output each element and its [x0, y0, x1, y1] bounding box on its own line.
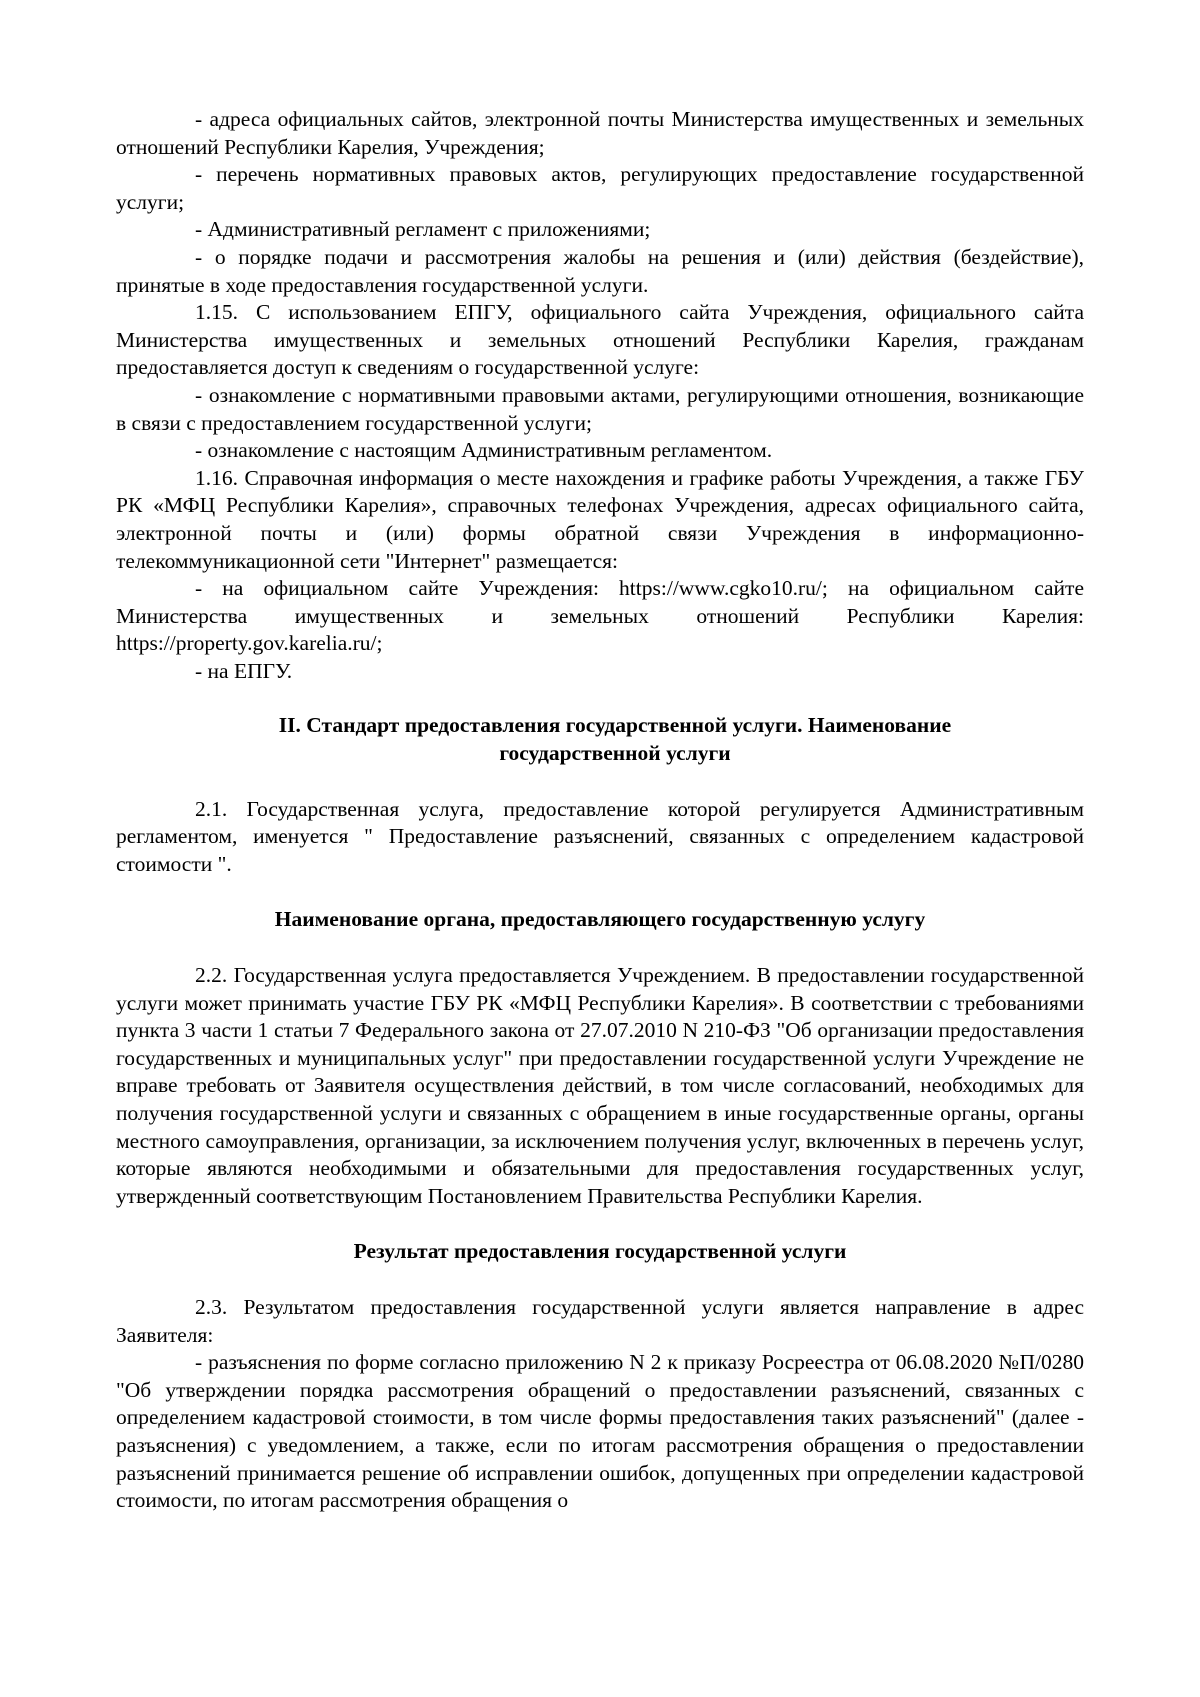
document-page [116, 106, 1084, 1515]
paragraph-item-explanations: - разъяснения по форме согласно приложению N 2 к приказу Росреестра от 06.08.2020 №П/0280 "Об утверждении порядка рассмотрения обращений о предоставлении разъяснений, связанных с определением кадастровой стоимости, в том числе формы предоставления таких разъяснений" (далее - разъяснения) с уведомлением, а также, если по итогам рассмотрения обращения о предоставлении разъяснений принимается решение об исправлении ошибок, допущенных при определении кадастровой стоимости, по итогам рассмотрения обращения о [116, 1350, 1084, 1513]
spacer [116, 685, 1084, 712]
section-2-heading-line2: государственной услуги [499, 741, 731, 766]
paragraph-item-regulation-familiarization: - ознакомление с настоящим Административным регламентом. [195, 438, 773, 463]
paragraph-2-3: 2.3. Результатом предоставления государственной услуги является направление в адрес Заявителя: [116, 1294, 1084, 1347]
organ-heading: Наименование органа, предоставляющего государственную услугу [274, 907, 926, 932]
paragraph-2-1: 2.1. Государственная услуга, предоставление которой регулируется Административным регламентом, именуется " Предоставление разъяснений, связанных с определением кадастровой стоимости ". [116, 796, 1084, 876]
spacer [116, 1266, 1084, 1294]
paragraph-item-epgu: - на ЕПГУ. [195, 658, 293, 683]
paragraph-1-15: 1.15. С использованием ЕПГУ, официального сайта Учреждения, официального сайта Министерства имущественных и земельных отношений Республики Карелия, гражданам предоставляется доступ к сведениям о государственной услуге: [116, 300, 1084, 380]
section-2-heading-line1: II. Стандарт предоставления государственной услуги. Наименование [278, 713, 952, 738]
spacer [116, 878, 1084, 906]
paragraph-1-16: 1.16. Справочная информация о месте нахождения и графике работы Учреждения, а также ГБУ РК «МФЦ Республики Карелия», справочных телефонах Учреждения, адресах официального сайта, электронной почты и (или) формы обратной связи Учреждения в информационно-телекоммуникационной сети "Интернет" размещается: [116, 465, 1084, 573]
paragraph-item-legal-acts: - перечень нормативных правовых актов, регулирующих предоставление государственной услуги; [116, 162, 1084, 214]
result-heading: Результат предоставления государственной услуги [353, 1239, 847, 1264]
paragraph-item-official-sites: - на официальном сайте Учреждения: https://www.cgko10.ru/; на официальном сайте Министерства имущественных и земельных отношений Республики Карелия: https://property.gov.karelia.ru/; [116, 576, 1084, 656]
paragraph-item-complaints: - о порядке подачи и рассмотрения жалобы на решения и (или) действия (бездействие), принятые в ходе предоставления государственной услуги. [116, 244, 1084, 297]
section-2-heading [116, 712, 1084, 767]
paragraph-2-2: 2.2. Государственная услуга предоставляется Учреждением. В предоставлении государственной услуги может принимать участие ГБУ РК «МФЦ Республики Карелия». В соответствии с требованиями пункта 3 части 1 статьи 7 Федерального закона от 27.07.2010 N 210-ФЗ "Об организации предоставления государственных и муниципальных услуг" при предоставлении государственной услуги Учреждение не вправе требовать от Заявителя осуществления действий, в том числе согласований, необходимых для получения государственной услуги и связанных с обращением в иные государственные органы, органы местного самоуправления, организации, за исключением получения услуг, включенных в перечень услуг, которые являются необходимыми и обязательными для предоставления государственных услуг, утвержденный соответствующим Постановлением Правительства Республики Карелия. [116, 963, 1084, 1208]
spacer [116, 768, 1084, 796]
paragraph-item-sites: - адреса официальных сайтов, электронной почты Министерства имущественных и земельных отношений Республики Карелия, Учреждения; [116, 107, 1084, 159]
paragraph-item-legal-familiarization: - ознакомление с нормативными правовыми актами, регулирующими отношения, возникающие в связи с предоставлением государственной услуги; [116, 382, 1084, 435]
spacer [116, 934, 1084, 962]
paragraph-item-regulation: - Административный регламент с приложениями; [195, 217, 651, 242]
spacer [116, 1210, 1084, 1238]
